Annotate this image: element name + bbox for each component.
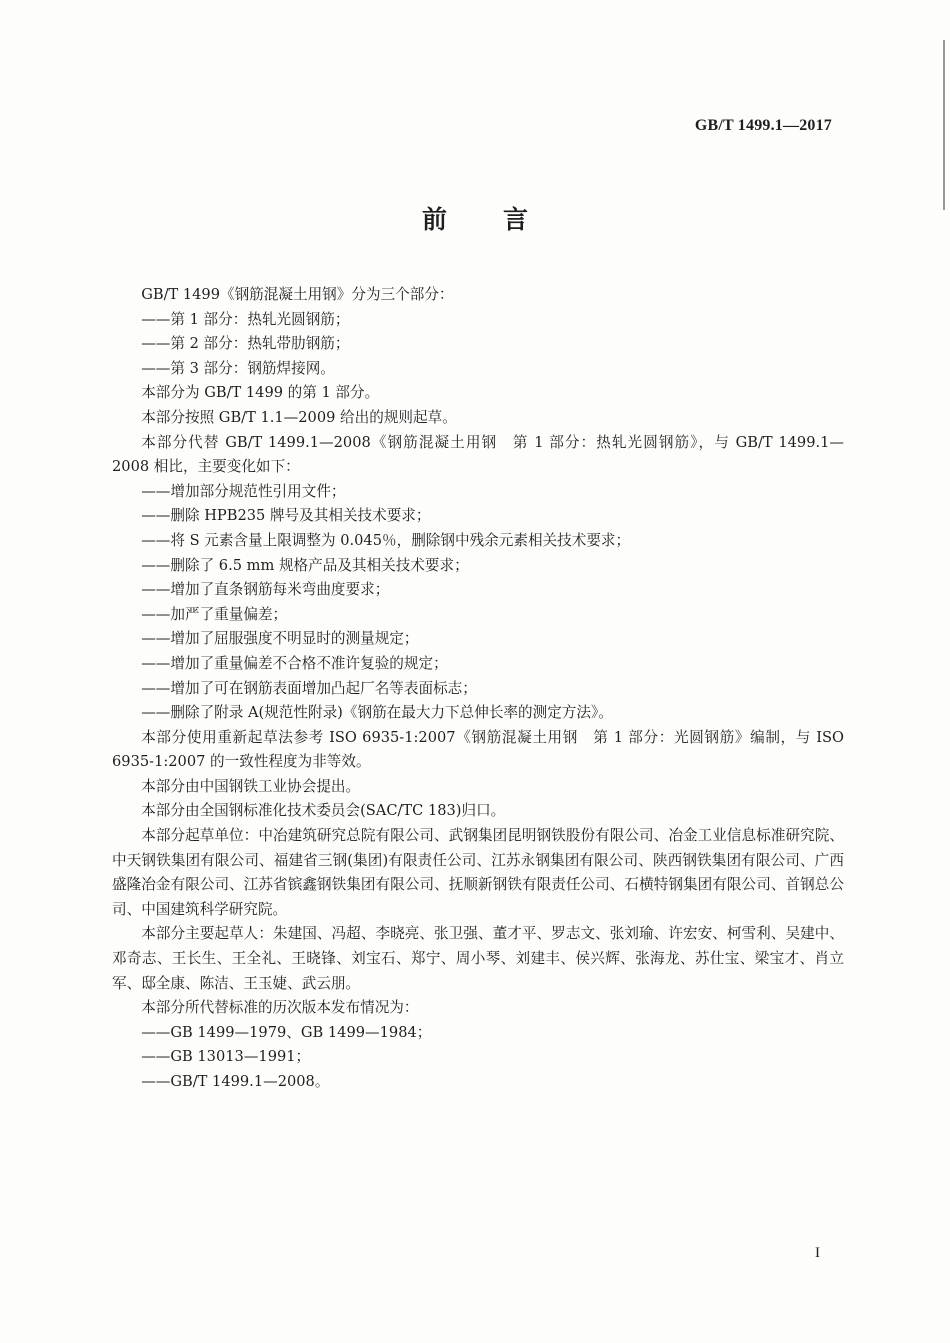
list-item: ——删除了 6.5 mm 规格产品及其相关技术要求；: [141, 556, 469, 574]
list-item: ——第 2 部分：热轧带肋钢筋；: [141, 335, 350, 353]
paragraph: GB/T 1499《钢筋混凝土用钢》分为三个部分：: [141, 286, 454, 303]
list-item: ——第 3 部分：钢筋焊接网。: [141, 359, 335, 377]
paragraph: 本部分由全国钢标准化技术委员会(SAC/TC 183)归口。: [141, 802, 506, 820]
paragraph: 本部分代替 GB/T 1499.1—2008《钢筋混凝土用钢 第 1 部分：热轧光圆钢筋》，与 GB/T 1499.1—2008 相比，主要变化如下：: [112, 433, 844, 476]
scan-edge-line: [943, 40, 945, 210]
page-number: I: [815, 1245, 820, 1261]
document-body: [112, 283, 844, 1095]
page-title: 前言: [421, 205, 584, 234]
list-item: ——增加了重量偏差不合格不准许复验的规定；: [141, 654, 448, 672]
paragraph: 本部分起草单位：中冶建筑研究总院有限公司、武钢集团昆明钢铁股份有限公司、冶金工业信息标准研究院、中天钢铁集团有限公司、福建省三钢(集团)有限责任公司、江苏永钢集团有限公司、陕西钢铁集团有限公司、广西盛隆冶金有限公司、江苏省镔鑫钢铁集团有限公司、抚顺新钢铁有限责任公司、石横特钢集团有限公司、首钢总公司、中国建筑科学研究院。: [112, 827, 844, 918]
paragraph: 本部分由中国钢铁工业协会提出。: [141, 777, 361, 795]
list-item: ——第 1 部分：热轧光圆钢筋；: [141, 310, 350, 328]
paragraph: 本部分为 GB/T 1499 的第 1 部分。: [141, 384, 380, 402]
list-item: ——增加了可在钢筋表面增加凸起厂名等表面标志；: [141, 679, 477, 697]
list-item: ——加严了重量偏差；: [141, 605, 288, 623]
list-item: ——将 S 元素含量上限调整为 0.045％，删除钢中残余元素相关技术要求；: [141, 531, 631, 549]
list-item: ——删除 HPB235 牌号及其相关技术要求；: [141, 507, 431, 525]
standard-number: GB/T 1499.1—2017: [694, 117, 832, 134]
list-item: ——增加部分规范性引用文件；: [141, 482, 346, 500]
list-item: ——GB 1499—1979、GB 1499—1984；: [141, 1023, 432, 1041]
paragraph: 本部分主要起草人：朱建国、冯超、李晓亮、张卫强、董才平、罗志文、张刘瑜、许宏安、柯雪利、吴建中、邓奇志、王长生、王全礼、王晓锋、刘宝石、郑宁、周小琴、刘建丰、侯兴辉、张海龙、苏仕宝、梁宝才、肖立军、邸全康、陈洁、王玉婕、武云朋。: [112, 925, 844, 992]
paragraph: 本部分所代替标准的历次版本发布情况为：: [141, 999, 419, 1017]
list-item: ——GB 13013—1991；: [141, 1048, 311, 1066]
paragraph: 本部分按照 GB/T 1.1—2009 给出的规则起草。: [141, 408, 457, 426]
paragraph: 本部分使用重新起草法参考 ISO 6935-1:2007《钢筋混凝土用钢 第 1 部分：光圆钢筋》编制，与 ISO 6935-1:2007 的一致性程度为非等效。: [112, 728, 844, 771]
list-item: ——删除了附录 A(规范性附录)《钢筋在最大力下总伸长率的测定方法》。: [141, 704, 613, 722]
list-item: ——增加了屈服强度不明显时的测量规定；: [141, 630, 419, 648]
list-item: ——GB/T 1499.1—2008。: [141, 1073, 330, 1090]
list-item: ——增加了直条钢筋每米弯曲度要求；: [141, 581, 390, 599]
